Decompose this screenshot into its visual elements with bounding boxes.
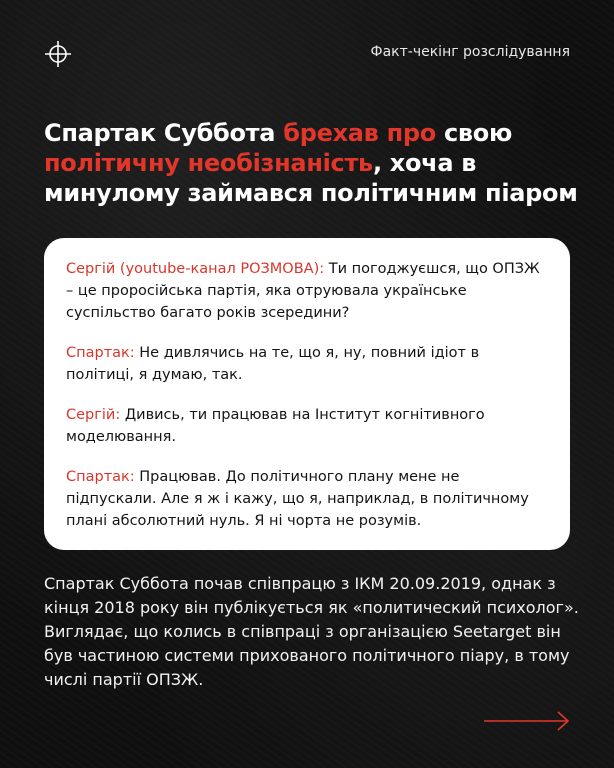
speaker-name: Сергій (youtube-канал РОЗМОВА): [66, 261, 325, 277]
dialogue-line [66, 342, 548, 386]
dialogue-line [66, 404, 548, 448]
crosshair-icon [44, 40, 72, 68]
speaker-name: Сергій: [66, 407, 121, 423]
arrow-right-icon[interactable] [484, 710, 570, 732]
headline-part-3: , хоча в минулому займався політичним піаром [44, 149, 578, 207]
speaker-name: Спартак: [66, 469, 135, 485]
speaker-name: Спартак: [66, 345, 135, 361]
headline-part-2: свою [435, 119, 513, 147]
dialogue-text: Ти погоджуєшся, що ОПЗЖ – це проросійська партія, яка отруювала українське суспільство багато років зсередини? [66, 261, 540, 321]
dialogue-line [66, 258, 548, 324]
headline-highlight-2: політичну необізнаність [44, 149, 373, 177]
headline-part-1: Спартак Суббота [44, 119, 284, 147]
dialogue-text: Працював. До політичного плану мене не підпускали. Але я ж і кажу, що я, наприклад, в політичному плані абсолютний нуль. Я ні чорта не розумів. [66, 469, 529, 529]
dialogue-card [44, 238, 570, 550]
dialogue-line [66, 466, 548, 532]
body-text: Спартак Суббота почав співпрацю з ІКМ 20.09.2019, однак з кінця 2018 року він публікується як «политический психолог». Виглядає, що колись в співпраці з організацією Seetarget він був частиною системи прихованого політичного піару, в тому числі партії ОПЗЖ. [44, 574, 579, 689]
dialogue-text: Дивись, ти працював на Інститут когнітивного моделювання. [66, 407, 485, 445]
header-tag: Факт-чекінг розслідування [370, 44, 570, 60]
dialogue-text: Не дивлячись на те, що я, ну, повний ідіот в політиці, я думаю, так. [66, 345, 480, 383]
headline-highlight-1: брехав про [283, 119, 436, 147]
headline [44, 118, 584, 208]
